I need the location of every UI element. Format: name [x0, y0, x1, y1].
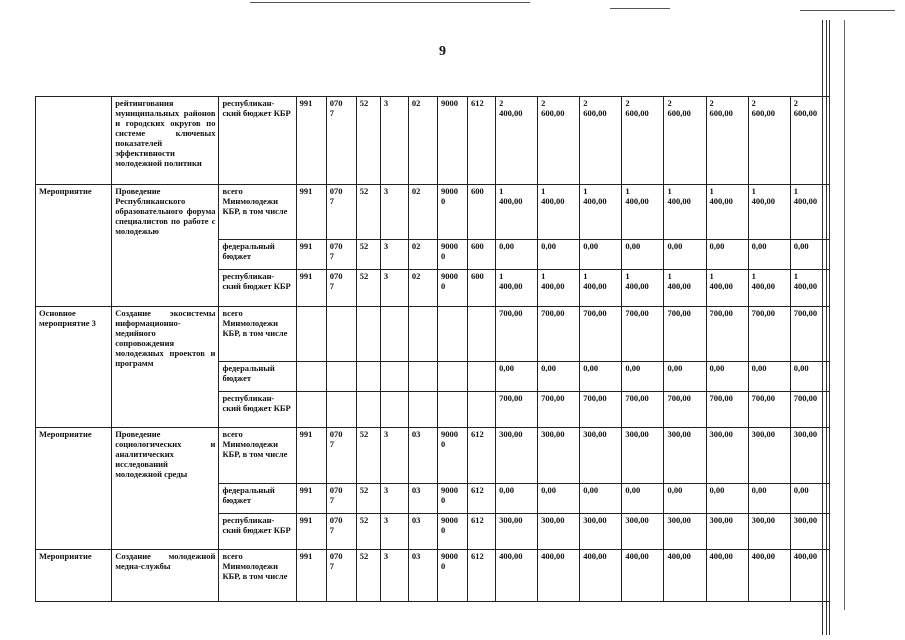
table-cell: 700,00: [622, 392, 664, 428]
table-cell: 2 600,00: [538, 97, 580, 185]
table-cell: [296, 307, 326, 362]
table-cell: 03: [408, 550, 437, 602]
scan-edge-line: [826, 20, 827, 635]
table-cell: всего Минмолодежи КБР, в том числе: [219, 307, 296, 362]
table-cell: 1 400,00: [748, 270, 790, 307]
table-cell: 300,00: [496, 514, 538, 550]
table-cell: [356, 307, 380, 362]
table-cell: 2 600,00: [664, 97, 706, 185]
table-cell: 3: [380, 550, 408, 602]
table-cell: 0,00: [664, 240, 706, 270]
table-cell: 300,00: [538, 514, 580, 550]
table-cell: 400,00: [538, 550, 580, 602]
table-cell: 400,00: [496, 550, 538, 602]
table-cell: 991: [296, 514, 326, 550]
table-cell: 0,00: [748, 362, 790, 392]
table-row: [36, 428, 830, 484]
table-cell: [437, 362, 467, 392]
table-cell: 612: [468, 484, 496, 514]
table-cell: 1 400,00: [622, 185, 664, 240]
table-cell: 700,00: [790, 307, 829, 362]
table-cell: республикан-ский бюджет КБР: [219, 270, 296, 307]
table-row: [36, 307, 830, 362]
table-cell: 300,00: [664, 514, 706, 550]
table-cell: 300,00: [706, 428, 748, 484]
table-cell: 070 7: [326, 550, 356, 602]
table-cell: [356, 392, 380, 428]
table-cell: 700,00: [496, 392, 538, 428]
table-cell: [408, 307, 437, 362]
table-cell: 1 400,00: [790, 270, 829, 307]
table-cell: 300,00: [706, 514, 748, 550]
table-cell: 400,00: [664, 550, 706, 602]
table-cell: 300,00: [748, 428, 790, 484]
table-cell: 400,00: [580, 550, 622, 602]
table-cell: 02: [408, 97, 437, 185]
table-cell: 612: [468, 428, 496, 484]
table-cell: [380, 392, 408, 428]
table-cell: 0,00: [580, 240, 622, 270]
table-cell: 991: [296, 484, 326, 514]
table-cell: [380, 362, 408, 392]
table-row: [36, 550, 830, 602]
table-cell: 700,00: [580, 392, 622, 428]
table-cell: 52: [356, 484, 380, 514]
table-cell: [468, 362, 496, 392]
table-cell: 300,00: [496, 428, 538, 484]
table-cell: 1 400,00: [496, 185, 538, 240]
table-cell: 300,00: [580, 514, 622, 550]
table-cell: республикан-ский бюджет КБР: [219, 97, 296, 185]
table-cell: 600: [468, 270, 496, 307]
table-cell: 0,00: [790, 362, 829, 392]
table-cell: 2 600,00: [748, 97, 790, 185]
table-cell: 02: [408, 240, 437, 270]
table-cell: 52: [356, 97, 380, 185]
table-cell: 1 400,00: [790, 185, 829, 240]
table-cell: 1 400,00: [580, 270, 622, 307]
table-cell: 1 400,00: [664, 270, 706, 307]
table-cell: 0,00: [538, 484, 580, 514]
table-cell: 700,00: [538, 307, 580, 362]
table-cell: [296, 362, 326, 392]
table-cell: 0,00: [580, 484, 622, 514]
table-cell: 991: [296, 428, 326, 484]
table-cell: 03: [408, 428, 437, 484]
table-cell: всего Минмолодежи КБР, в том числе: [219, 185, 296, 240]
table-cell: 52: [356, 240, 380, 270]
table-cell: 300,00: [790, 428, 829, 484]
table-cell: 612: [468, 97, 496, 185]
table-cell: [356, 362, 380, 392]
table-cell: 300,00: [622, 514, 664, 550]
table-cell: 0,00: [748, 484, 790, 514]
table-cell: 0,00: [664, 362, 706, 392]
table-cell: 070 7: [326, 240, 356, 270]
table-cell: 612: [468, 550, 496, 602]
table-cell: Проведение социологических и аналитических исследований молодежной среды: [112, 428, 219, 550]
table-cell: 700,00: [622, 307, 664, 362]
table-cell: 1 400,00: [622, 270, 664, 307]
table-cell: 991: [296, 550, 326, 602]
table-cell: 400,00: [790, 550, 829, 602]
table-cell: 9000 0: [437, 240, 467, 270]
table-cell: 02: [408, 270, 437, 307]
table-cell: 0,00: [580, 362, 622, 392]
table-cell: 0,00: [622, 362, 664, 392]
table-cell: 300,00: [664, 428, 706, 484]
table-cell: 9000 0: [437, 514, 467, 550]
table-cell: 700,00: [748, 307, 790, 362]
table-cell: 9000 0: [437, 550, 467, 602]
table-cell: 52: [356, 428, 380, 484]
budget-table: [35, 96, 830, 602]
table-cell: 52: [356, 514, 380, 550]
table-cell: всего Минмолодежи КБР, в том числе: [219, 550, 296, 602]
table-cell: Мероприятие: [36, 185, 112, 307]
table-cell: Основное мероприятие 3: [36, 307, 112, 428]
table-cell: 1 400,00: [706, 270, 748, 307]
table-cell: Мероприятие: [36, 428, 112, 550]
table-cell: 700,00: [706, 392, 748, 428]
table-cell: 0,00: [496, 484, 538, 514]
table-cell: 0,00: [790, 240, 829, 270]
table-cell: рейтингования муниципальных районов и городских округов по системе ключевых показателей эффективности молодежной политики: [112, 97, 219, 185]
table-cell: [380, 307, 408, 362]
table-cell: 0,00: [706, 484, 748, 514]
table-cell: 1 400,00: [538, 185, 580, 240]
table-cell: 3: [380, 185, 408, 240]
table-cell: [296, 392, 326, 428]
scan-edge-line: [822, 20, 823, 635]
table-cell: Создание экосистемы информационно-медийного сопровождения молодежных проектов и программ: [112, 307, 219, 428]
table-cell: 3: [380, 97, 408, 185]
table-cell: 3: [380, 484, 408, 514]
table-cell: федеральный бюджет: [219, 484, 296, 514]
table-cell: всего Минмолодежи КБР, в том числе: [219, 428, 296, 484]
table-cell: 300,00: [790, 514, 829, 550]
table-cell: 2 400,00: [496, 97, 538, 185]
table-cell: [468, 307, 496, 362]
table-cell: 2 600,00: [622, 97, 664, 185]
table-cell: 02: [408, 185, 437, 240]
table-cell: Проведение Республиканского образовательного форума специалистов по работе с молодежью: [112, 185, 219, 307]
scan-artifact-line: [250, 2, 530, 3]
table-cell: 700,00: [664, 307, 706, 362]
table-cell: 070 7: [326, 185, 356, 240]
page-number: 9: [439, 44, 446, 59]
table-cell: 52: [356, 550, 380, 602]
table-cell: 991: [296, 270, 326, 307]
table-cell: 1 400,00: [706, 185, 748, 240]
table-cell: 600: [468, 185, 496, 240]
table-cell: 0,00: [538, 240, 580, 270]
table-cell: [408, 362, 437, 392]
table-cell: 700,00: [580, 307, 622, 362]
table-cell: 700,00: [706, 307, 748, 362]
table-cell: 600: [468, 240, 496, 270]
table-row: [36, 185, 830, 240]
table-cell: республикан-ский бюджет КБР: [219, 514, 296, 550]
table-cell: 300,00: [622, 428, 664, 484]
table-cell: 400,00: [706, 550, 748, 602]
table-cell: федеральный бюджет: [219, 240, 296, 270]
table-cell: федеральный бюджет: [219, 362, 296, 392]
table-cell: [326, 392, 356, 428]
table-row: [36, 97, 830, 185]
table-cell: 3: [380, 514, 408, 550]
table-cell: [468, 392, 496, 428]
table-cell: 070 7: [326, 97, 356, 185]
scan-edge-line: [844, 20, 845, 610]
table-cell: 2 600,00: [790, 97, 829, 185]
table-cell: 400,00: [748, 550, 790, 602]
table-cell: 070 7: [326, 270, 356, 307]
table-cell: 0,00: [622, 240, 664, 270]
table-cell: 612: [468, 514, 496, 550]
table-cell: 9000 0: [437, 428, 467, 484]
table-cell: Создание молодежной медиа-службы: [112, 550, 219, 602]
table-cell: 2 600,00: [706, 97, 748, 185]
table-cell: 9000: [437, 97, 467, 185]
table-cell: 700,00: [538, 392, 580, 428]
table-cell: 52: [356, 270, 380, 307]
table-cell: 52: [356, 185, 380, 240]
table-cell: 300,00: [538, 428, 580, 484]
table-cell: 700,00: [748, 392, 790, 428]
table-cell: 0,00: [706, 240, 748, 270]
table-cell: 3: [380, 428, 408, 484]
table-cell: 0,00: [748, 240, 790, 270]
table-cell: 9000 0: [437, 270, 467, 307]
table-cell: 700,00: [790, 392, 829, 428]
table-cell: 070 7: [326, 514, 356, 550]
table-cell: 1 400,00: [538, 270, 580, 307]
table-cell: 400,00: [622, 550, 664, 602]
table-cell: 991: [296, 240, 326, 270]
table-cell: 1 400,00: [496, 270, 538, 307]
table-cell: 03: [408, 514, 437, 550]
table-cell: 1 400,00: [580, 185, 622, 240]
table-cell: 2 600,00: [580, 97, 622, 185]
table-cell: 03: [408, 484, 437, 514]
table-cell: 991: [296, 97, 326, 185]
table-cell: 1 400,00: [748, 185, 790, 240]
table-cell: [36, 97, 112, 185]
table-cell: 1 400,00: [664, 185, 706, 240]
table-cell: 700,00: [496, 307, 538, 362]
table-cell: [408, 392, 437, 428]
scan-artifact-line: [800, 10, 895, 11]
table-cell: [437, 307, 467, 362]
table-cell: 700,00: [664, 392, 706, 428]
table-cell: 0,00: [622, 484, 664, 514]
table-cell: [326, 307, 356, 362]
table-cell: 9000 0: [437, 484, 467, 514]
table-cell: 0,00: [790, 484, 829, 514]
table-cell: Мероприятие: [36, 550, 112, 602]
table-cell: 0,00: [706, 362, 748, 392]
scan-artifact-line: [610, 8, 670, 9]
table-cell: [437, 392, 467, 428]
scan-edge-line: [829, 20, 830, 635]
table-cell: 0,00: [496, 240, 538, 270]
table-cell: 0,00: [496, 362, 538, 392]
table-cell: 300,00: [748, 514, 790, 550]
table-cell: 070 7: [326, 428, 356, 484]
table-cell: 3: [380, 240, 408, 270]
table-cell: 300,00: [580, 428, 622, 484]
table-cell: 0,00: [664, 484, 706, 514]
table-cell: 991: [296, 185, 326, 240]
table-cell: 3: [380, 270, 408, 307]
table-cell: 070 7: [326, 484, 356, 514]
table-cell: 9000 0: [437, 185, 467, 240]
table-cell: республикан-ский бюджет КБР: [219, 392, 296, 428]
table-cell: [326, 362, 356, 392]
table-cell: 0,00: [538, 362, 580, 392]
